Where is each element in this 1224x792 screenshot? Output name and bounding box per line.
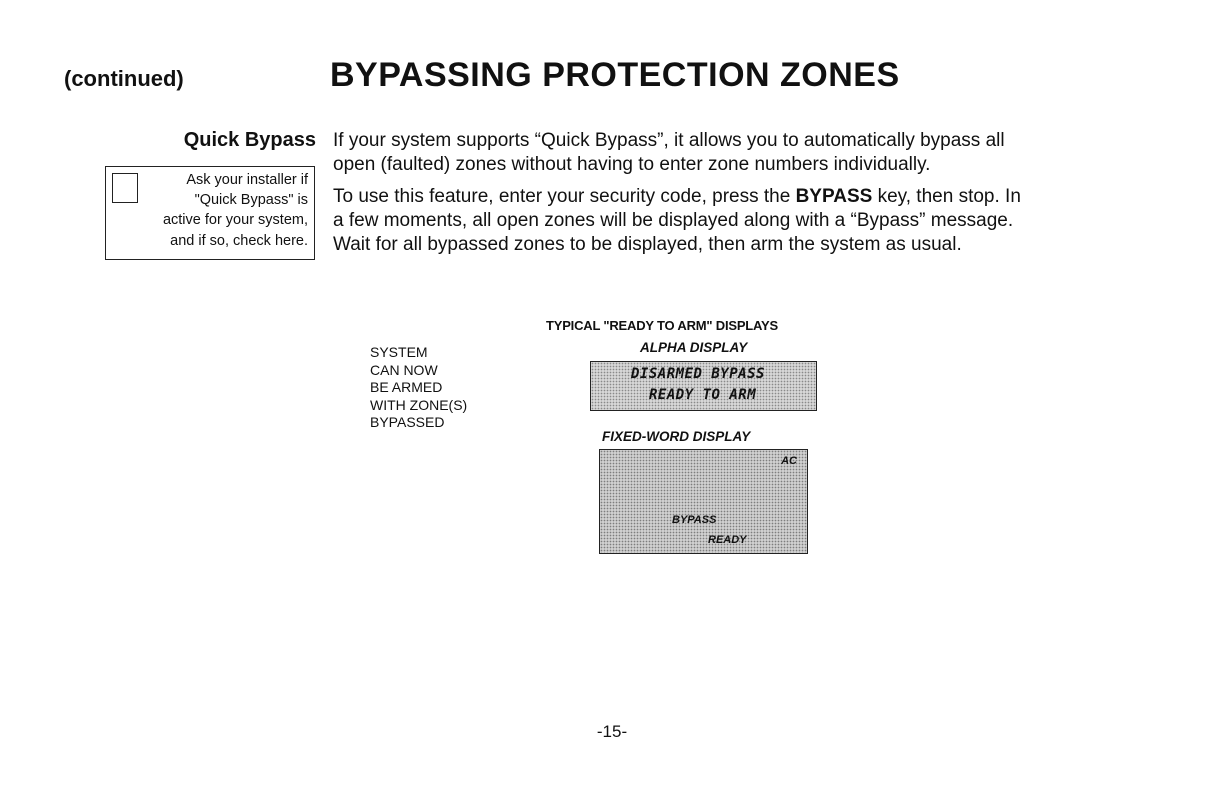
caption-line: BE ARMED [370,379,443,395]
ac-indicator: AC [781,455,797,467]
caption-line: BYPASSED [370,414,445,430]
installer-note-box [105,166,315,260]
alpha-display [590,361,817,411]
ready-indicator: READY [708,534,747,546]
quick-bypass-heading: Quick Bypass [183,129,316,151]
bypass-indicator: BYPASS [672,514,717,526]
alpha-display-line-2: READY TO ARM [649,387,757,403]
alpha-display-line-1: DISARMED BYPASS [631,366,765,382]
instructions-paragraph [333,185,1153,257]
paragraph-line: If your system supports “Quick Bypass”, it allows you to automatically bypass all [333,130,1005,151]
paragraph-line: To use this feature, enter your security code, press the BYPASS key, then stop. In [333,186,1021,207]
fixed-word-display [599,449,808,554]
caption-line: WITH ZONE(S) [370,396,468,413]
paragraph-line: a few moments, all open zones will be displayed along with a “Bypass” message. [333,210,1014,231]
figure-title: TYPICAL "READY TO ARM" DISPLAYS [546,318,778,333]
quick-bypass-checkbox[interactable] [112,173,138,203]
page-number: -15- [596,722,628,741]
note-line: active for your system, [162,212,308,228]
paragraph-line: Wait for all bypassed zones to be displayed, then arm the system as usual. [333,234,962,255]
note-line: Ask your installer if [186,172,308,188]
page-title: BYPASSING PROTECTION ZONES [330,56,900,94]
alpha-display-label: ALPHA DISPLAY [640,340,748,355]
note-line: "Quick Bypass" is [194,192,308,208]
paragraph-line: open (faulted) zones without having to enter zone numbers individually. [333,154,931,175]
caption-line: CAN NOW [370,361,438,378]
intro-paragraph [333,129,1153,177]
fixed-word-display-label: FIXED-WORD DISPLAY [602,429,751,444]
bypass-key-name: BYPASS [795,186,873,207]
caption-line: SYSTEM [370,344,428,360]
continued-label: (continued) [64,66,184,91]
system-armed-caption [370,344,467,432]
note-line: and if so, check here. [170,233,308,249]
